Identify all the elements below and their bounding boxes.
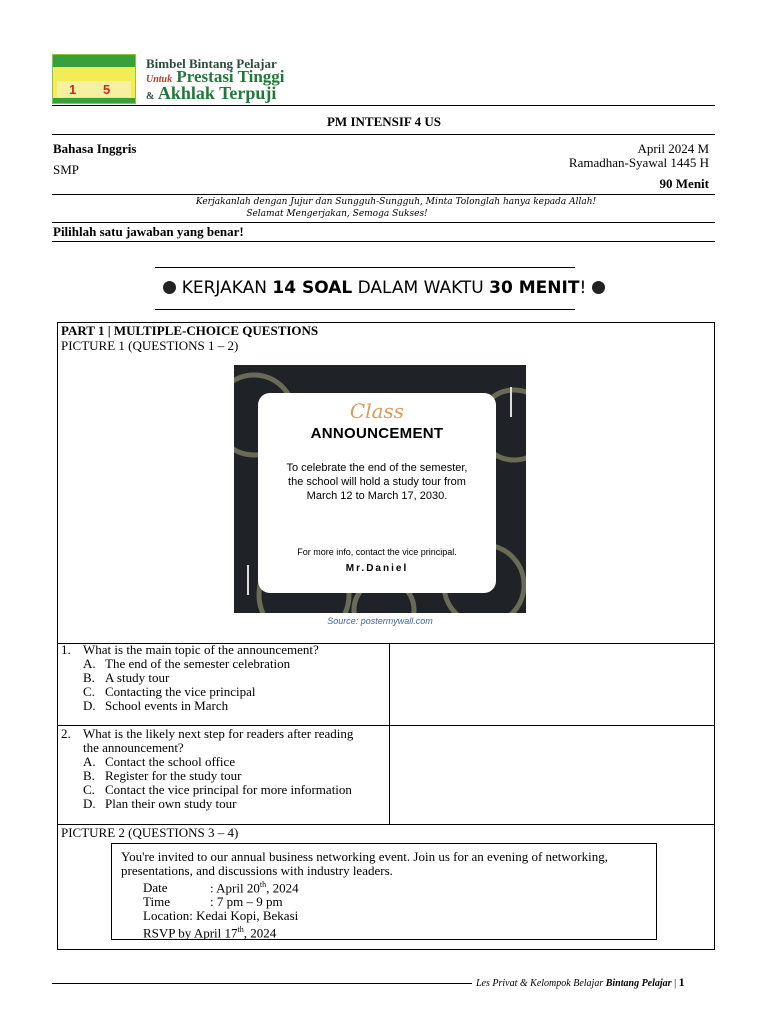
card-name: Mr.Daniel <box>345 563 409 574</box>
exam-title: PM INTENSIF 4 US <box>326 114 441 129</box>
card-title: ANNOUNCEMENT <box>310 425 444 442</box>
level: SMP <box>53 162 80 177</box>
subject: Bahasa Inggris <box>53 141 137 156</box>
invite-location: Location: Kedai Kopi, Bekasi <box>143 908 299 924</box>
motto-1: Kerjakanlah dengan Jujur dan Sungguh-Sungguh, Minta Tolonglah hanya kepada Allah! <box>195 197 597 207</box>
date-hijri: Ramadhan-Syawal 1445 H <box>568 155 709 170</box>
question-2 <box>61 727 387 811</box>
divider <box>52 194 715 195</box>
option-d[interactable]: D. Plan their own study tour <box>83 796 237 811</box>
card-info: For more info, contact the vice principal. <box>297 547 457 557</box>
logo-badge-num1: 1 <box>69 82 77 97</box>
divider <box>389 643 390 824</box>
poster-source: Source: postermywall.com <box>327 616 433 626</box>
question-text-cont: the announcement? <box>83 740 184 755</box>
bullet-icon <box>592 281 605 294</box>
announcement-card <box>258 393 496 593</box>
picture2-label: PICTURE 2 (QUESTIONS 3 – 4) <box>61 825 239 840</box>
option-b[interactable]: B. A study tour <box>83 670 170 685</box>
option-b[interactable]: B. Register for the study tour <box>83 768 242 783</box>
duration: 90 Menit <box>659 176 709 191</box>
time-banner: KERJAKAN 14 SOAL DALAM WAKTU 30 MENIT! <box>0 278 768 298</box>
option-c[interactable]: C. Contact the vice principal for more information <box>83 782 352 797</box>
page-number: 1 <box>678 975 685 989</box>
logo-tagline1: Untuk Prestasi Tinggi <box>146 67 285 86</box>
option-a[interactable]: A. Contact the school office <box>83 754 236 769</box>
divider <box>52 134 715 135</box>
option-c[interactable]: C. Contacting the vice principal <box>83 684 256 699</box>
bullet-icon <box>163 281 176 294</box>
footer-line <box>52 983 472 984</box>
part1-title: PART 1 | MULTIPLE-CHOICE QUESTIONS <box>61 323 319 338</box>
logo-badge <box>52 54 136 104</box>
divider <box>52 241 715 242</box>
logo-name: Bimbel Bintang Pelajar <box>146 56 277 71</box>
logo-tagline2: & Akhlak Terpuji <box>146 83 277 103</box>
question-number: 1. <box>61 642 71 657</box>
invite-time: Time : 7 pm – 9 pm <box>143 894 283 910</box>
date-masehi: April 2024 M <box>637 141 709 156</box>
picture1-label: PICTURE 1 (QUESTIONS 1 – 2) <box>61 338 239 353</box>
divider <box>52 222 715 223</box>
invite-date: Date : April 20th, 2024 <box>143 880 299 896</box>
banner-line-top <box>155 267 575 268</box>
option-a[interactable]: A. The end of the semester celebration <box>83 656 291 671</box>
motto-2: Selamat Mengerjakan, Semoga Sukses! <box>246 209 428 219</box>
invite-line2: presentations, and discussions with industry leaders. <box>121 863 393 878</box>
instruction: Pilihlah satu jawaban yang benar! <box>53 224 244 239</box>
card-body: To celebrate the end of the semester, the school will hold a study tour from March 12 to March 17, 2030. <box>286 462 468 502</box>
invitation-text <box>121 850 657 941</box>
logo-badge-num2: 5 <box>103 82 111 97</box>
announcement-poster <box>234 365 526 613</box>
question-1 <box>61 643 387 713</box>
question-number: 2. <box>61 726 71 741</box>
page-footer: Les Privat & Kelompok Belajar Bintang Pelajar | 1 <box>476 975 685 989</box>
question-text: What is the likely next step for readers after reading <box>83 726 354 741</box>
invite-line1: You're invited to our annual business networking event. Join us for an evening of networking, <box>121 849 608 864</box>
invite-rsvp: RSVP by April 17th, 2024 <box>143 925 277 941</box>
option-d[interactable]: D. School events in March <box>83 698 229 713</box>
divider <box>52 105 715 106</box>
banner-line-bottom <box>155 309 575 310</box>
card-script-title: Class <box>349 399 405 423</box>
question-text: What is the main topic of the announcement? <box>83 642 319 657</box>
